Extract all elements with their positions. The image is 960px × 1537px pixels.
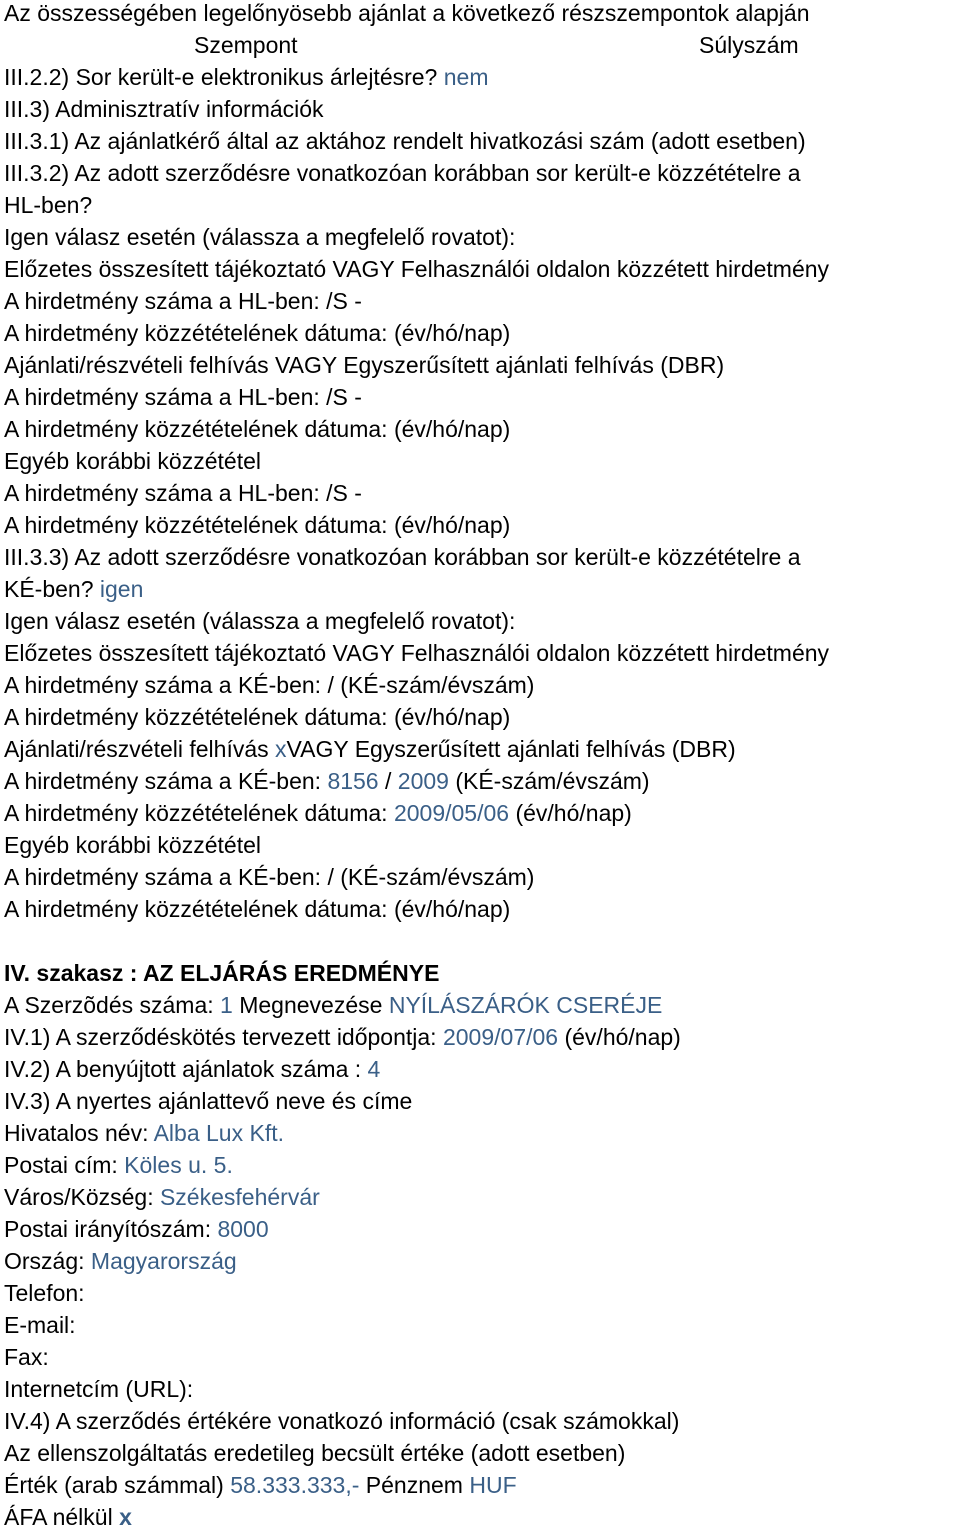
value-amount: 58.333.333,-	[230, 1472, 360, 1498]
ke-call-mark: x	[275, 736, 287, 762]
country-label: Ország:	[4, 1248, 91, 1274]
hl-notice-number: A hirdetmény száma a HL-ben: /S -	[4, 288, 362, 314]
admin-info-heading: III.3) Adminisztratív információk	[4, 96, 324, 122]
section-spacer	[4, 928, 960, 960]
url-line: Internetcím (URL):	[4, 1376, 194, 1402]
ke-call-suffix: VAGY Egyszerűsített ajánlati felhívás (DBR)	[286, 736, 736, 762]
contract-number-value: 1	[220, 992, 233, 1018]
section-iv-prefix: IV.	[4, 960, 31, 986]
vat-mark: x	[119, 1504, 132, 1530]
fax-line: Fax:	[4, 1344, 49, 1370]
contract-date-line	[4, 1024, 960, 1056]
offers-count-line	[4, 1056, 960, 1088]
city-label: Város/Község:	[4, 1184, 160, 1210]
ke-call-prefix: Ajánlati/részvételi felhívás	[4, 736, 276, 762]
zip-label: Postai irányítószám:	[4, 1216, 218, 1242]
country-line	[4, 1248, 960, 1280]
official-name-line	[4, 1120, 960, 1152]
auction-question	[4, 64, 960, 96]
zip-value: 8000	[217, 1216, 269, 1242]
email-line: E-mail:	[4, 1312, 76, 1338]
ke-call-date-suffix: (év/hó/nap)	[509, 800, 632, 826]
section-iv-title: szakasz : AZ ELJÁRÁS EREDMÉNYE	[30, 960, 440, 986]
ke-prior-question-label: KÉ-ben?	[4, 576, 94, 602]
country-value: Magyarország	[90, 1248, 237, 1274]
hl-call-date: A hirdetmény közzétételének dátuma: (év/hó/nap)	[4, 416, 511, 442]
ke-yes-instruction: Igen válasz esetén (válassza a megfelelő rovatot):	[4, 608, 516, 634]
offers-count-label: IV.2) A benyújtott ajánlatok száma :	[4, 1056, 368, 1082]
hl-prior-question-line1: III.3.2) Az adott szerződésre vonatkozóan korábban sor került-e közzétételre a	[4, 160, 801, 186]
auction-question-label: III.2.2) Sor került-e elektronikus árlejtésre?	[4, 64, 438, 90]
official-name-label: Hivatalos név:	[4, 1120, 154, 1146]
contract-date-suffix: (év/hó/nap)	[558, 1024, 681, 1050]
ke-call-number-sep: /	[378, 768, 398, 794]
hl-other-option: Egyéb korábbi közzététel	[4, 448, 261, 474]
postal-address-value: Köles u. 5.	[124, 1152, 233, 1178]
hl-other-number: A hirdetmény száma a HL-ben: /S -	[4, 480, 362, 506]
winner-heading: IV.3) A nyertes ajánlattevő neve és címe	[4, 1088, 413, 1114]
ke-call-number	[4, 768, 960, 800]
hl-prior-question-line2: HL-ben?	[4, 192, 93, 218]
ke-prior-question-line1: III.3.3) Az adott szerződésre vonatkozóan korábban sor került-e közzétételre a	[4, 544, 801, 570]
postal-address-label: Postai cím:	[4, 1152, 125, 1178]
ke-call-date	[4, 800, 960, 832]
hl-call-option: Ajánlati/részvételi felhívás VAGY Egyszerűsített ajánlati felhívás (DBR)	[4, 352, 725, 378]
weight-column-header: Súlyszám	[699, 32, 799, 58]
postal-address-line	[4, 1152, 960, 1184]
offers-count-value: 4	[367, 1056, 381, 1082]
city-line	[4, 1184, 960, 1216]
section-iv-heading	[4, 960, 960, 992]
ke-call-number-suffix: (KÉ-szám/évszám)	[448, 768, 650, 794]
ke-other-option: Egyéb korábbi közzététel	[4, 832, 261, 858]
official-name-value: Alba Lux Kft.	[153, 1120, 285, 1146]
zip-line	[4, 1216, 960, 1248]
hl-prior-info-option: Előzetes összesített tájékoztató VAGY Felhasználói oldalon közzétett hirdetmény	[4, 256, 830, 282]
criterion-column-header: Szempont	[194, 32, 298, 58]
value-line	[4, 1472, 960, 1504]
ke-call-year-value: 2009	[397, 768, 449, 794]
ke-prior-info-option: Előzetes összesített tájékoztató VAGY Felhasználói oldalon közzétett hirdetmény	[4, 640, 830, 666]
currency-value: HUF	[469, 1472, 517, 1498]
ke-other-number: A hirdetmény száma a KÉ-ben: / (KÉ-szám/évszám)	[4, 864, 535, 890]
contract-value-heading: IV.4) A szerződés értékére vonatkozó információ (csak számokkal)	[4, 1408, 680, 1434]
ke-prior-info-date: A hirdetmény közzétételének dátuma: (év/hó/nap)	[4, 704, 511, 730]
phone-line: Telefon:	[4, 1280, 85, 1306]
intro-text: Az összességében legelőnyösebb ajánlat a következő részszempontok alapján	[4, 0, 810, 26]
criteria-header	[4, 32, 960, 64]
ke-prior-question-line2	[4, 576, 960, 608]
contract-line	[4, 992, 960, 1024]
contract-name-value: NYÍLÁSZÁRÓK CSERÉJE	[388, 992, 663, 1018]
ke-prior-answer: igen	[99, 576, 144, 602]
vat-label: ÁFA nélkül	[4, 1504, 120, 1530]
contract-name-label: Megnevezése	[232, 992, 389, 1018]
ke-call-number-label: A hirdetmény száma a KÉ-ben:	[4, 768, 328, 794]
hl-yes-instruction: Igen válasz esetén (válassza a megfelelő rovatot):	[4, 224, 516, 250]
hl-other-date: A hirdetmény közzétételének dátuma: (év/hó/nap)	[4, 512, 511, 538]
ke-call-date-value: 2009/05/06	[393, 800, 510, 826]
reference-number-line: III.3.1) Az ajánlatkérő által az aktához rendelt hivatkozási szám (adott esetben)	[4, 128, 806, 154]
ke-call-date-label: A hirdetmény közzétételének dátuma:	[4, 800, 394, 826]
contract-number-label: A Szerzõdés száma:	[4, 992, 221, 1018]
city-value: Székesfehérvár	[159, 1184, 320, 1210]
hl-notice-date: A hirdetmény közzétételének dátuma: (év/hó/nap)	[4, 320, 511, 346]
auction-answer: nem	[443, 64, 489, 90]
ke-other-date: A hirdetmény közzétételének dátuma: (év/hó/nap)	[4, 896, 511, 922]
ke-prior-info-number: A hirdetmény száma a KÉ-ben: / (KÉ-szám/évszám)	[4, 672, 535, 698]
ke-call-number-value: 8156	[327, 768, 379, 794]
ke-call-option	[4, 736, 960, 768]
vat-line	[4, 1504, 960, 1536]
contract-date-value: 2009/07/06	[442, 1024, 559, 1050]
value-label: Érték (arab számmal)	[4, 1472, 231, 1498]
contract-date-label: IV.1) A szerződéskötés tervezett időpontja:	[4, 1024, 443, 1050]
hl-call-number: A hirdetmény száma a HL-ben: /S -	[4, 384, 362, 410]
estimated-value-line: Az ellenszolgáltatás eredetileg becsült értéke (adott esetben)	[4, 1440, 626, 1466]
currency-label: Pénznem	[359, 1472, 470, 1498]
